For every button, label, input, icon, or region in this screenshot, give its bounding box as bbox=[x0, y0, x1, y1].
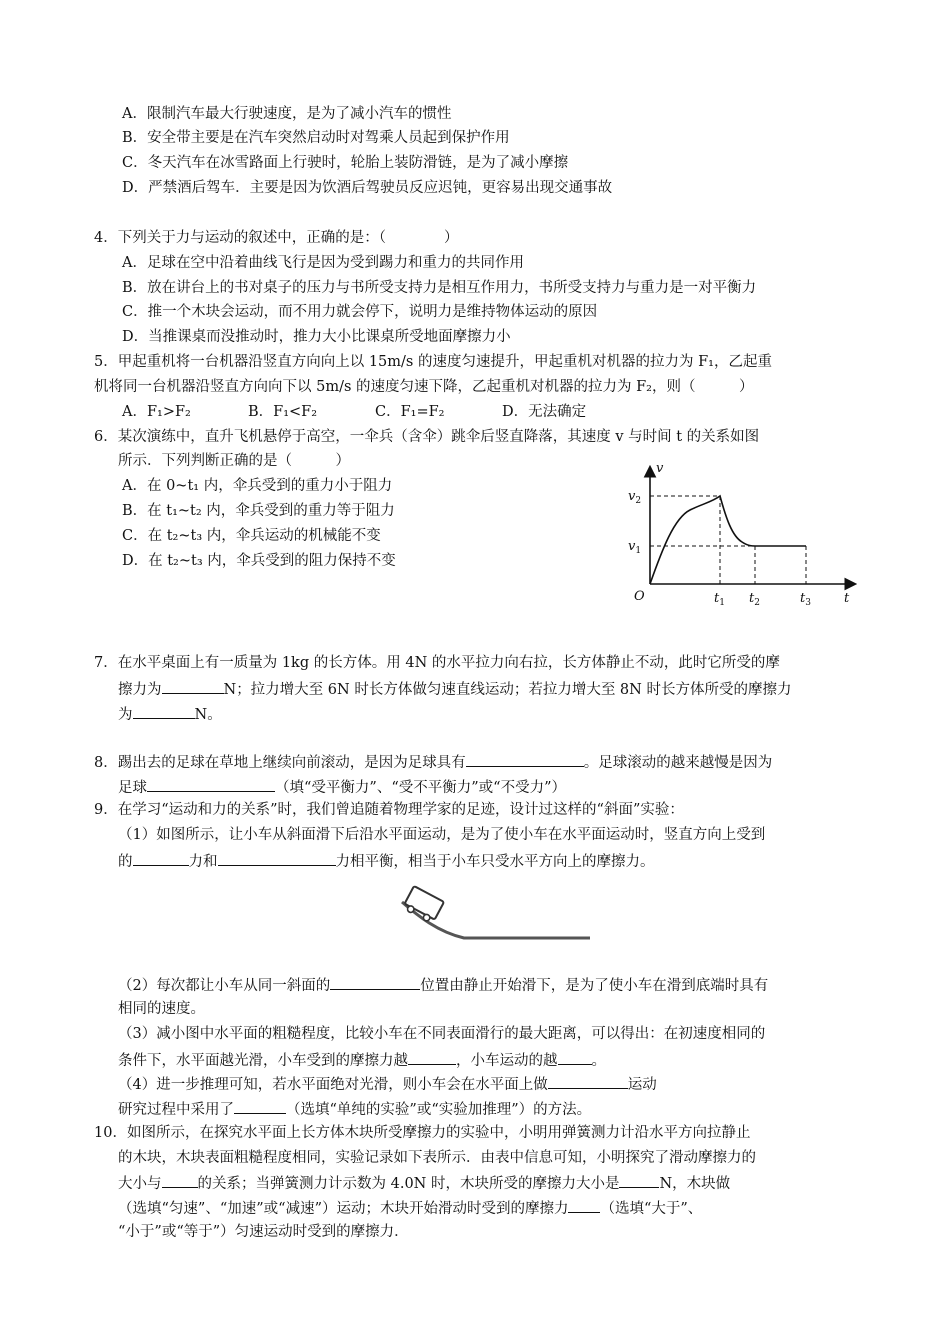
q9-blank-7[interactable] bbox=[234, 1098, 286, 1114]
q9-blank-4[interactable] bbox=[408, 1049, 456, 1065]
q4-option-d: D．当推课桌而没推动时，推力大小比课桌所受地面摩擦力小 bbox=[122, 329, 511, 345]
toy-car bbox=[402, 886, 444, 924]
q5-option-c: C．F₁=F₂ bbox=[375, 404, 445, 420]
t-axis-label: t bbox=[844, 591, 850, 606]
origin-label: O bbox=[634, 589, 645, 604]
t3-label: $t_3$ bbox=[800, 591, 811, 608]
q10-blank-3[interactable] bbox=[568, 1197, 600, 1213]
q4-option-a: A．足球在空中沿着曲线飞行是因为受到踢力和重力的共同作用 bbox=[122, 255, 524, 271]
q9-p3-line2: 条件下，水平面越光滑，小车受到的摩擦力越 ，小车运动的越 。 bbox=[118, 1049, 606, 1071]
q9-p3-line1: （3）减小图中水平面的粗糙程度，比较小车在不同表面滑行的最大距离，可以得出：在初速度相同的 bbox=[118, 1026, 766, 1042]
q8-blank-2[interactable] bbox=[147, 776, 275, 792]
t2-label: $t_2$ bbox=[749, 591, 760, 608]
q3-option-b: B．安全带主要是在汽车突然启动时对驾乘人员起到保护作用 bbox=[122, 130, 510, 146]
q9-p1-line1: （1）如图所示，让小车从斜面滑下后沿水平面运动，是为了使小车在水平面运动时，竖直方向上受到 bbox=[118, 827, 766, 843]
velocity-time-graph bbox=[618, 460, 878, 620]
q8-line2: 足球 （填“受平衡力”、“受不平衡力”或“不受力”） bbox=[118, 776, 566, 798]
q6-stem-line2: 所示．下列判断正确的是（ ） bbox=[118, 453, 350, 469]
q10-line5: “小于”或“等于”）匀速运动时受到的摩擦力． bbox=[118, 1224, 409, 1240]
q9-blank-6[interactable] bbox=[548, 1073, 628, 1089]
q10-blank-2[interactable] bbox=[619, 1172, 659, 1188]
q5-option-b: B．F₁<F₂ bbox=[248, 404, 318, 420]
q9-p4-line2: 研究过程中采用了 （选填“单纯的实验”或“实验加推理”）的方法。 bbox=[118, 1098, 591, 1120]
q3-option-d: D．严禁酒后驾车．主要是因为饮酒后驾驶员反应迟钝，更容易出现交通事故 bbox=[122, 180, 613, 196]
q5-stem-line2: 机将同一台机器沿竖直方向向下以 5m/s 的速度匀速下降，乙起重机对机器的拉力为 F₂，则（ ） bbox=[94, 379, 754, 395]
v1-label: $v_1$ bbox=[628, 539, 642, 556]
q7-blank-2[interactable] bbox=[133, 703, 195, 719]
q10-line1: 10．如图所示，在探究水平面上长方体木块所受摩擦力的实验中，小明用弹簧测力计沿水平方向拉静止 bbox=[94, 1125, 751, 1141]
q9-blank-3[interactable] bbox=[330, 974, 420, 990]
q9-p4-line1: （4）进一步推理可知，若水平面绝对光滑，则小车会在水平面上做 运动 bbox=[118, 1073, 657, 1095]
q6-option-b: B．在 t₁~t₂ 内，伞兵受到的重力等于阻力 bbox=[122, 503, 395, 519]
q5-option-d: D．无法确定 bbox=[502, 404, 587, 420]
slope-experiment-figure bbox=[388, 882, 598, 952]
q9-stem: 9．在学习“运动和力的关系”时，我们曾追随着物理学家的足迹，设计过这样的“斜面”实验： bbox=[94, 802, 684, 818]
q9-blank-1[interactable] bbox=[133, 850, 189, 866]
q7-line1: 7．在水平桌面上有一质量为 1kg 的长方体。用 4N 的水平拉力向右拉，长方体静止不动，此时它所受的摩 bbox=[94, 655, 780, 671]
q9-blank-2[interactable] bbox=[218, 850, 336, 866]
q9-blank-5[interactable] bbox=[558, 1049, 592, 1065]
q9-p1-line2: 的 力和 力相平衡，相当于小车只受水平方向上的摩擦力。 bbox=[118, 850, 655, 872]
q8-blank-1[interactable] bbox=[466, 751, 584, 767]
q6-option-d: D．在 t₂~t₃ 内，伞兵受到的阻力保持不变 bbox=[122, 553, 396, 569]
q3-option-a: A．限制汽车最大行驶速度，是为了减小汽车的惯性 bbox=[122, 106, 452, 122]
q8-line1: 8．踢出去的足球在草地上继续向前滚动，是因为足球具有 。足球滚动的越来越慢是因为 bbox=[94, 751, 772, 773]
q3-option-c: C．冬天汽车在冰雪路面上行驶时，轮胎上装防滑链，是为了减小摩擦 bbox=[122, 155, 569, 171]
q5-option-a: A．F₁>F₂ bbox=[122, 404, 191, 420]
velocity-curve bbox=[650, 496, 806, 584]
q4-stem: 4．下列关于力与运动的叙述中，正确的是：（ ） bbox=[94, 230, 459, 246]
q6-stem-line1: 6．某次演练中，直升飞机悬停于高空，一伞兵（含伞）跳伞后竖直降落，其速度 v 与时间 t 的关系如图 bbox=[94, 429, 760, 445]
q10-blank-1[interactable] bbox=[162, 1172, 198, 1188]
q9-p2-line2: 相同的速度。 bbox=[118, 1001, 205, 1017]
q10-line2: 的木块，木块表面粗糙程度相同，实验记录如下表所示．由表中信息可知，小明探究了滑动摩擦力的 bbox=[118, 1150, 756, 1166]
q10-line4: （选填“匀速”、“加速”或“减速”）运动；木块开始滑动时受到的摩擦力 （选填“大于”、 bbox=[118, 1197, 702, 1219]
v2-label: $v_2$ bbox=[628, 489, 642, 506]
q7-line3: 为 N。 bbox=[118, 703, 222, 725]
q6-option-a: A．在 0~t₁ 内，伞兵受到的重力小于阻力 bbox=[122, 478, 393, 494]
q10-line3: 大小与 的关系；当弹簧测力计示数为 4.0N 时，木块所受的摩擦力大小是 N，木块做 bbox=[118, 1172, 730, 1194]
q9-p2-line1: （2）每次都让小车从同一斜面的 位置由静止开始滑下，是为了使小车在滑到底端时具有 bbox=[118, 974, 768, 996]
v-axis-label: v bbox=[656, 461, 664, 476]
q7-line2: 擦力为 N；拉力增大至 6N 时长方体做匀速直线运动；若拉力增大至 8N 时长方体所受的摩擦力 bbox=[118, 678, 791, 700]
q4-option-b: B．放在讲台上的书对桌子的压力与书所受支持力是相互作用力，书所受支持力与重力是一对平衡力 bbox=[122, 280, 757, 296]
q5-stem-line1: 5．甲起重机将一台机器沿竖直方向向上以 15m/s 的速度匀速提升，甲起重机对机器的拉力为 F₁，乙起重 bbox=[94, 354, 772, 370]
q6-option-c: C．在 t₂~t₃ 内，伞兵运动的机械能不变 bbox=[122, 528, 381, 544]
q7-blank-1[interactable] bbox=[162, 678, 224, 694]
t1-label: $t_1$ bbox=[714, 591, 725, 608]
q4-option-c: C．推一个木块会运动，而不用力就会停下，说明力是维持物体运动的原因 bbox=[122, 304, 598, 320]
